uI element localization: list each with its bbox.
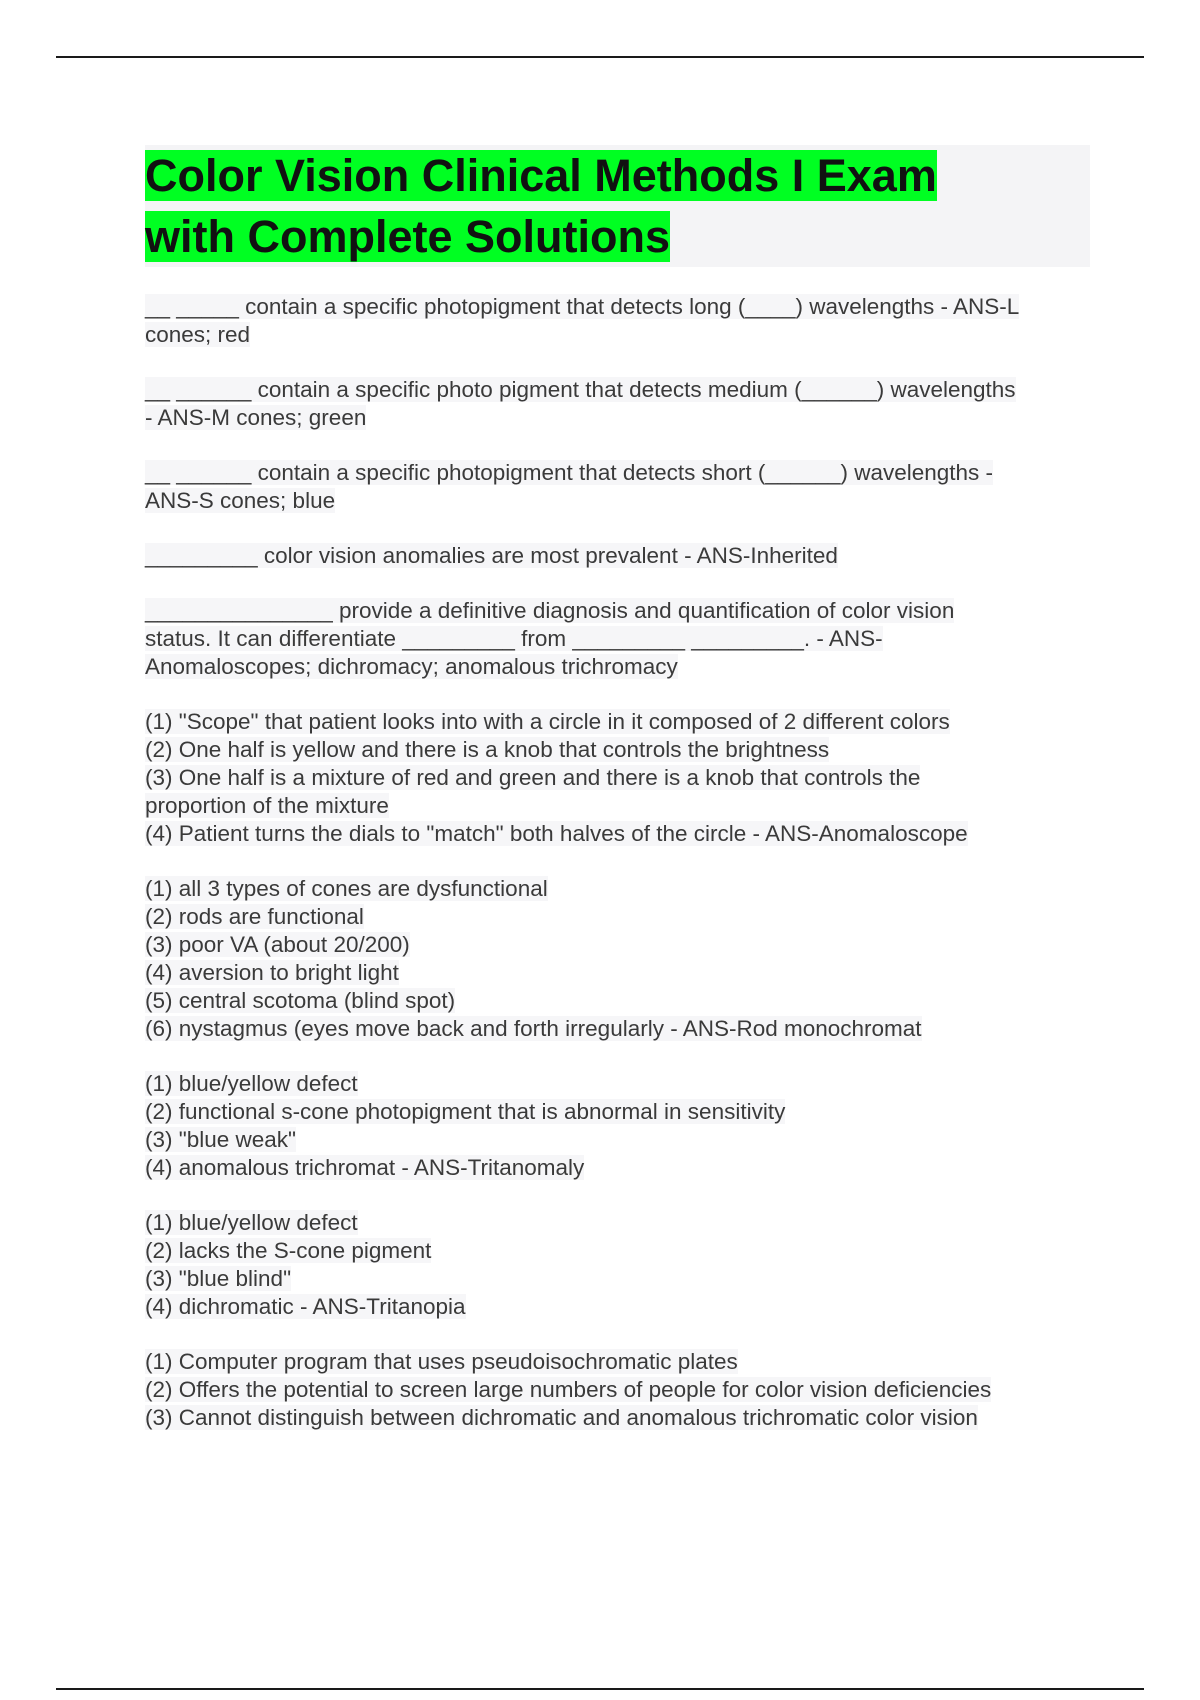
qa-line-text: (2) Offers the potential to screen large numbers of people for color vision deficiencies	[145, 1377, 992, 1402]
qa-line	[145, 487, 1090, 515]
qa-line-text: __ ______ contain a specific photo pigment that detects medium (______) wavelengths	[145, 377, 1016, 402]
qa-line-text: (1) all 3 types of cones are dysfunctional	[145, 876, 548, 901]
header-rule	[56, 56, 1144, 58]
qa-line	[145, 1265, 1090, 1293]
title-block	[145, 145, 1090, 267]
qa-line	[145, 1154, 1090, 1182]
qa-line	[145, 293, 1090, 321]
qa-line-text: (1) blue/yellow defect	[145, 1071, 358, 1096]
qa-line-text: cones; red	[145, 322, 251, 347]
qa-line-text: (3) poor VA (about 20/200)	[145, 932, 410, 957]
qa-line	[145, 931, 1090, 959]
qa-item	[145, 459, 1090, 515]
qa-item	[145, 293, 1090, 349]
qa-item	[145, 1070, 1090, 1182]
qa-line-text: proportion of the mixture	[145, 793, 389, 818]
qa-line-text: Anomaloscopes; dichromacy; anomalous trichromacy	[145, 654, 678, 679]
qa-line	[145, 708, 1090, 736]
qa-line	[145, 1237, 1090, 1265]
qa-line-text: status. It can differentiate _________ from _________ _________. - ANS-	[145, 626, 883, 651]
qa-line-text: _________ color vision anomalies are most prevalent - ANS-Inherited	[145, 543, 838, 568]
document-title	[145, 145, 1090, 267]
qa-item	[145, 597, 1090, 681]
qa-line	[145, 321, 1090, 349]
qa-line-text: (2) rods are functional	[145, 904, 364, 929]
qa-line	[145, 597, 1090, 625]
qa-line	[145, 1404, 1090, 1432]
qa-line-text: (2) functional s-cone photopigment that is abnormal in sensitivity	[145, 1099, 786, 1124]
qa-line-text: (4) dichromatic - ANS-Tritanopia	[145, 1294, 466, 1319]
qa-line	[145, 875, 1090, 903]
qa-line-text: (4) Patient turns the dials to "match" both halves of the circle - ANS-Anomaloscope	[145, 821, 968, 846]
qa-line-text: (4) aversion to bright light	[145, 960, 399, 985]
qa-line	[145, 625, 1090, 653]
qa-line	[145, 459, 1090, 487]
qa-line-text: (1) blue/yellow defect	[145, 1210, 358, 1235]
qa-line	[145, 1348, 1090, 1376]
qa-line	[145, 959, 1090, 987]
qa-line-text: ANS-S cones; blue	[145, 488, 336, 513]
title-line-1: Color Vision Clinical Methods I Exam	[145, 150, 937, 201]
qa-line-text: __ ______ contain a specific photopigment that detects short (______) wavelengths -	[145, 460, 994, 485]
qa-line	[145, 1098, 1090, 1126]
qa-line-text: __ _____ contain a specific photopigment that detects long (____) wavelengths - ANS-L	[145, 294, 1020, 319]
qa-line	[145, 1293, 1090, 1321]
qa-line	[145, 376, 1090, 404]
qa-line-text: _______________ provide a definitive diagnosis and quantification of color vision	[145, 598, 955, 623]
qa-line	[145, 1126, 1090, 1154]
qa-line	[145, 1015, 1090, 1043]
qa-item	[145, 1348, 1090, 1432]
qa-item	[145, 1209, 1090, 1321]
qa-line-text: (3) "blue blind"	[145, 1266, 292, 1291]
qa-line	[145, 1376, 1090, 1404]
qa-line-text: (2) lacks the S-cone pigment	[145, 1238, 432, 1263]
qa-line-text: (5) central scotoma (blind spot)	[145, 988, 456, 1013]
qa-line-text: (2) One half is yellow and there is a knob that controls the brightness	[145, 737, 830, 762]
qa-line	[145, 987, 1090, 1015]
qa-item	[145, 542, 1090, 570]
document-body	[145, 145, 1090, 1459]
qa-line	[145, 792, 1090, 820]
qa-line	[145, 764, 1090, 792]
qa-item	[145, 875, 1090, 1043]
qa-line	[145, 653, 1090, 681]
title-line-2: with Complete Solutions	[145, 211, 670, 262]
qa-line-text: (6) nystagmus (eyes move back and forth irregularly - ANS-Rod monochromat	[145, 1016, 922, 1041]
qa-line	[145, 404, 1090, 432]
qa-line-text: (3) "blue weak"	[145, 1127, 297, 1152]
qa-line-text: (4) anomalous trichromat - ANS-Tritanomaly	[145, 1155, 585, 1180]
qa-line-text: (3) One half is a mixture of red and green and there is a knob that controls the	[145, 765, 921, 790]
footer-rule	[56, 1688, 1144, 1690]
qa-line	[145, 903, 1090, 931]
qa-line-text: - ANS-M cones; green	[145, 405, 367, 430]
qa-item	[145, 376, 1090, 432]
qa-line-text: (1) "Scope" that patient looks into with a circle in it composed of 2 different colors	[145, 709, 950, 734]
qa-line	[145, 736, 1090, 764]
qa-line	[145, 1209, 1090, 1237]
qa-line	[145, 1070, 1090, 1098]
qa-line	[145, 542, 1090, 570]
qa-line	[145, 820, 1090, 848]
qa-line-text: (1) Computer program that uses pseudoisochromatic plates	[145, 1349, 738, 1374]
qa-line-text: (3) Cannot distinguish between dichromatic and anomalous trichromatic color vision	[145, 1405, 978, 1430]
qa-list	[145, 293, 1090, 1432]
qa-item	[145, 708, 1090, 848]
